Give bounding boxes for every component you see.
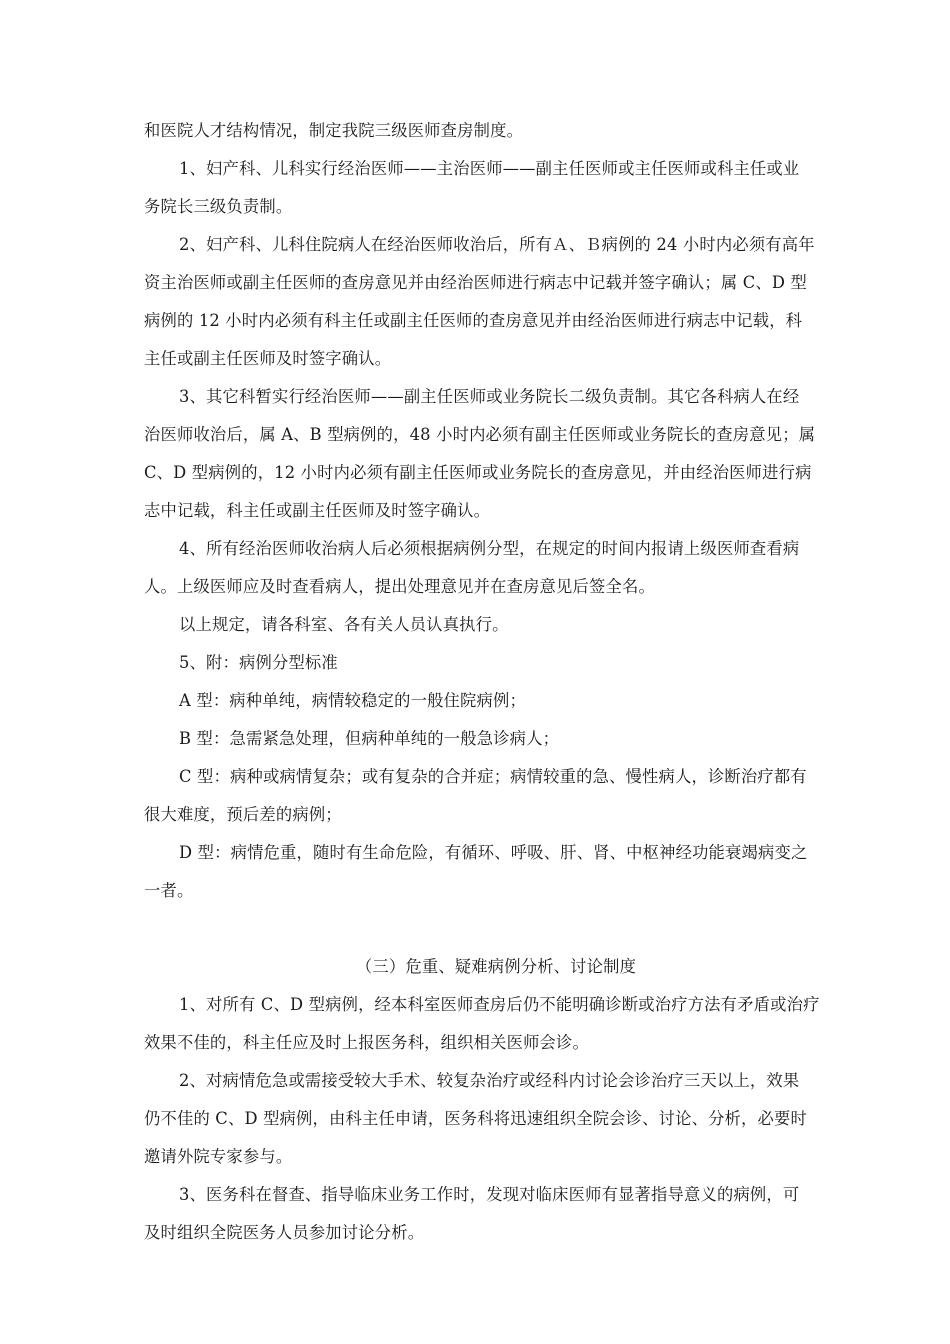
rule-3-line-1: 3、其它科暂实行经治医师——副主任医师或业务院长二级负责制。其它各科病人在经 [179,387,800,406]
type-d-line-1: D 型：病情危重，随时有生命危险，有循环、呼吸、肝、肾、中枢神经功能衰竭病变之 [179,843,808,862]
rule-3-line-3: C、D 型病例的，12 小时内必须有副主任医师或业务院长的查房意见，并由经治医师进行病 [144,463,812,482]
type-a-line: A 型：病种单纯，病情较稳定的一般住院病例； [179,691,526,710]
type-d-line-2: 一者。 [144,881,194,900]
section-3-title: （三）危重、疑难病例分析、讨论制度 [355,957,637,976]
rule-3-line-2: 治医师收治后，属 A、B 型病例的，48 小时内必须有副主任医师或业务院长的查房意见；属 [144,425,816,444]
rule-2-line-1: 2、妇产科、儿科住院病人在经治医师收治后，所有Ａ、Ｂ病例的 24 小时内必须有高年 [179,235,815,254]
section-gap [144,910,808,948]
document-page [144,112,820,1252]
s3-item-1-line-1: 1、对所有 C、D 型病例，经本科室医师查房后仍不能明确诊断或治疗方法有矛盾或治疗 [179,995,820,1014]
type-b-line: B 型：急需紧急处理，但病种单纯的一般急诊病人； [179,729,560,748]
appendix-heading: 5、附：病例分型标准 [179,653,338,672]
rule-3-line-4: 志中记载，科主任或副主任医师及时签字确认。 [144,501,491,520]
rule-2-line-3: 病例的 12 小时内必须有科主任或副主任医师的查房意见并由经治医师进行病志中记载，科 [144,311,803,330]
rule-1-line-1: 1、妇产科、儿科实行经治医师——主治医师——副主任医师或主任医师或科主任或业 [179,159,800,178]
type-c-line-2: 很大难度，预后差的病例； [144,805,342,824]
intro-line: 和医院人才结构情况，制定我院三级医师查房制度。 [144,121,524,140]
closing-note: 以上规定，请各科室、各有关人员认真执行。 [179,615,509,634]
s3-item-3-line-1: 3、医务科在督查、指导临床业务工作时，发现对临床医师有显著指导意义的病例，可 [179,1185,800,1204]
s3-item-2-line-2: 仍不佳的 C、D 型病例，由科主任申请，医务科将迅速组织全院会诊、讨论、分析，必要时 [144,1109,807,1128]
rule-4-line-1: 4、所有经治医师收治病人后必须根据病例分型，在规定的时间内报请上级医师查看病 [179,539,800,558]
rule-1-line-2: 务院长三级负责制。 [144,197,293,216]
s3-item-1-line-2: 效果不佳的，科主任应及时上报医务科，组织相关医师会诊。 [144,1033,589,1052]
type-c-line-1: C 型：病种或病情复杂；或有复杂的合并症；病情较重的急、慢性病人，诊断治疗都有 [179,767,807,786]
s3-item-3-line-2: 及时组织全院医务人员参加讨论分析。 [144,1223,425,1242]
s3-item-2-line-3: 邀请外院专家参与。 [144,1147,293,1166]
rule-4-line-2: 人。上级医师应及时查看病人，提出处理意见并在查房意见后签全名。 [144,577,655,596]
rule-2-line-4: 主任或副主任医师及时签字确认。 [144,349,392,368]
rule-2-line-2: 资主治医师或副主任医师的查房意见并由经治医师进行病志中记载并签字确认；属 C、D 型 [144,273,807,292]
s3-item-2-line-1: 2、对病情危急或需接受较大手术、较复杂治疗或经科内讨论会诊治疗三天以上，效果 [179,1071,800,1090]
